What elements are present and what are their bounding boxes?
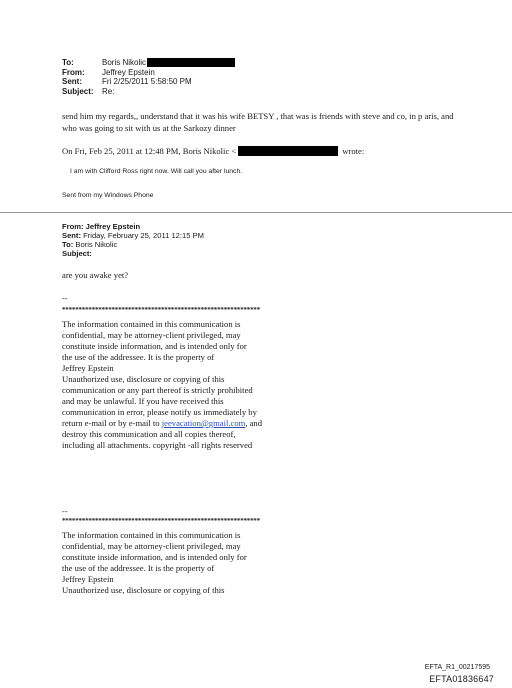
separator-dashes: --: [62, 507, 68, 516]
to-row: [62, 58, 235, 68]
quoted-message: I am with Clifford Ross right now. Will call you after lunch.: [70, 168, 243, 175]
disclaimer-block: [62, 530, 362, 596]
orig-to-row: [62, 240, 204, 249]
disclaimer-line: Jeffrey Epstein: [62, 574, 114, 584]
disclaimer-line: the use of the addressee. It is the property of: [62, 352, 215, 362]
bates-number: EFTA_R1_00217595: [424, 664, 490, 671]
disclaimer-line: Unauthorized use, disclosure or copying of this: [62, 585, 225, 595]
disclaimer-line: Unauthorized use, disclosure or copying of this: [62, 374, 225, 384]
disclaimer-line: including all attachments. copyright -all rights reserved: [62, 440, 253, 450]
orig-subject-label: Subject:: [62, 249, 92, 258]
original-header: [62, 222, 204, 258]
disclaimer-line: Jeffrey Epstein: [62, 363, 114, 373]
to-value: Boris Nikolic: [102, 58, 147, 67]
email-link[interactable]: jeevacation@gmail.com: [161, 418, 246, 428]
separator-dashes: --: [62, 294, 68, 303]
disclaimer-line: The information contained in this communication is: [62, 530, 241, 540]
disclaimer-line: The information contained in this communication is: [62, 319, 241, 329]
original-body: are you awake yet?: [62, 270, 129, 280]
orig-sent-label: Sent:: [62, 231, 81, 240]
to-label: To:: [62, 58, 74, 67]
disclaimer-text: return e-mail or by e-mail to: [62, 418, 162, 428]
reply-body: send him my regards,, understand that it was his wife BETSY , that was is friends with steve and co, in p aris, and who was going to sit with us at the Sarkozy dinner: [62, 111, 454, 133]
quote-wrote: wrote:: [342, 146, 365, 156]
orig-subject-row: [62, 249, 204, 258]
quote-intro-line: [62, 146, 364, 156]
from-row: [62, 68, 235, 78]
sent-value: Fri 2/25/2011 5:58:50 PM: [102, 77, 192, 87]
disclaimer-line: communication or any part thereof is strictly prohibited: [62, 385, 253, 395]
orig-from-label: From:: [62, 222, 84, 231]
disclaimer-line: constitute inside information, and is intended only for: [62, 341, 247, 351]
sent-label: Sent:: [62, 77, 82, 87]
disclaimer-line: and may be unlawful. If you have received this: [62, 396, 224, 406]
orig-to-label: To:: [62, 240, 74, 249]
bates-number: EFTA01836647: [429, 674, 494, 684]
orig-sent-row: [62, 231, 204, 240]
phone-signature: Sent from my Windows Phone: [62, 192, 154, 199]
redaction-bar: [147, 58, 235, 67]
email-header: [62, 58, 235, 96]
orig-to-value: Boris Nikolic: [75, 240, 118, 249]
disclaimer-line: constitute inside information, and is intended only for: [62, 552, 247, 562]
divider: [0, 212, 512, 213]
disclaimer-line: confidential, may be attorney-client privileged, may: [62, 541, 241, 551]
orig-from-value: Jeffrey Epstein: [85, 222, 141, 231]
subject-label: Subject:: [62, 86, 94, 96]
disclaimer-text: , and: [245, 418, 263, 428]
separator-stars: ************************************************************: [62, 517, 261, 525]
from-label: From:: [62, 67, 85, 77]
disclaimer-block: [62, 319, 362, 451]
subject-value: Re:: [102, 86, 115, 96]
orig-from-row: [62, 222, 204, 231]
disclaimer-line: destroy this communication and all copies thereof,: [62, 429, 236, 439]
redaction-bar: [238, 146, 338, 156]
quote-intro: On Fri, Feb 25, 2011 at 12:48 PM, Boris Nikolic <: [62, 146, 237, 156]
separator-stars: ************************************************************: [62, 306, 261, 314]
disclaimer-line: communication in error, please notify us immediately by: [62, 407, 257, 417]
sent-row: [62, 77, 235, 87]
disclaimer-line: the use of the addressee. It is the property of: [62, 563, 215, 573]
disclaimer-line: [62, 418, 362, 429]
disclaimer-line: confidential, may be attorney-client privileged, may: [62, 330, 241, 340]
from-value: Jeffrey Epstein: [102, 67, 155, 77]
orig-sent-value: Friday, February 25, 2011 12:15 PM: [83, 231, 204, 240]
subject-row: [62, 87, 235, 97]
